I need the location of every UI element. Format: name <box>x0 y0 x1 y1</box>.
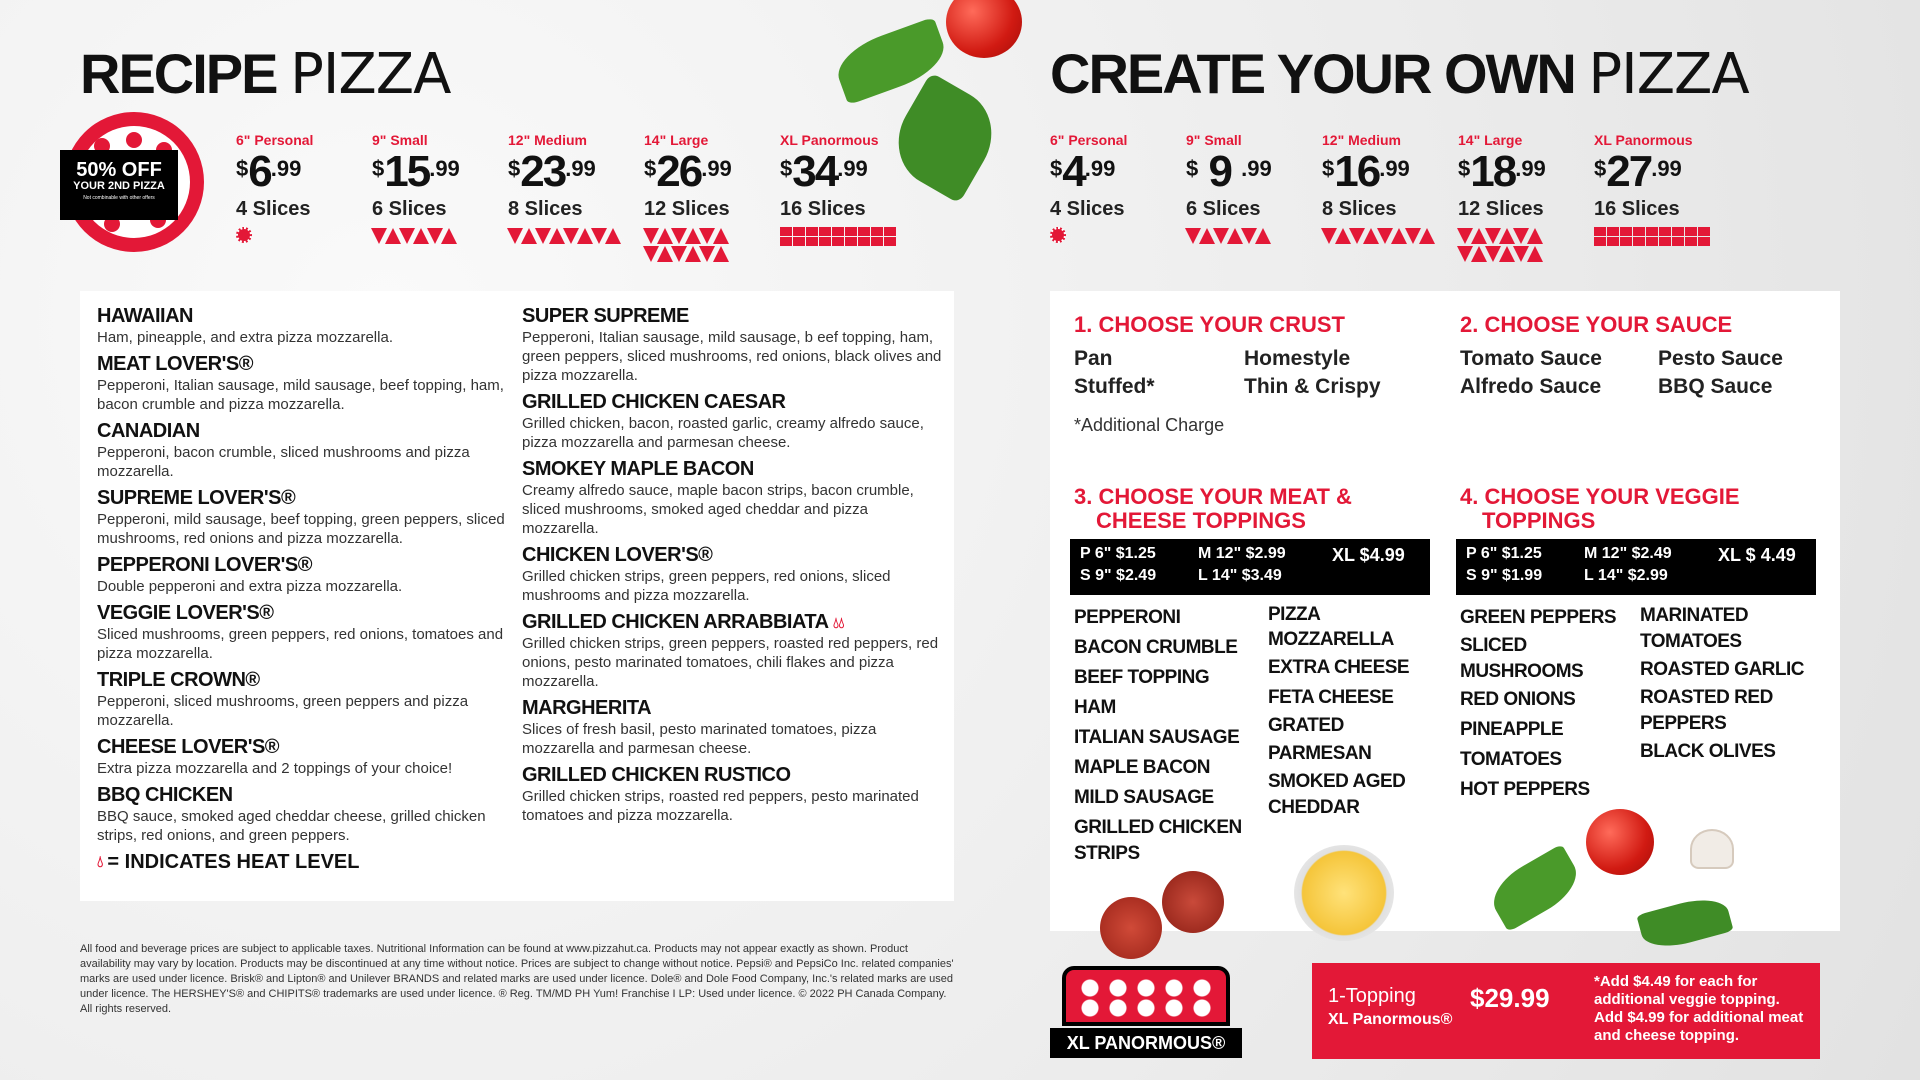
flame-icon: 💧︎ <box>97 853 104 871</box>
sauce-section: 2. CHOOSE YOUR SAUCE Tomato Sauce Pesto Sauce Alfredo Sauce BBQ Sauce <box>1460 313 1820 401</box>
veggie-topping: PINEAPPLE <box>1460 719 1564 740</box>
size-medium: 12" Medium $ 23 .99 8 Slices <box>508 132 644 245</box>
size-small: 9" Small $ 9 .99 6 Slices <box>1186 132 1322 245</box>
meat-section: 3. CHOOSE YOUR MEAT & CHEESE TOPPINGS <box>1074 484 1352 533</box>
veggie-topping: PEPPERS <box>1640 713 1727 734</box>
pizza-item: BBQ CHICKEN BBQ sauce, smoked aged cheddar cheese, grilled chicken strips, red onions, and green peppers. <box>97 784 486 844</box>
veggie-topping: ROASTED RED <box>1640 687 1773 708</box>
meat-list-1 <box>1074 603 1242 865</box>
veggie-topping: HOT PEPPERS <box>1460 779 1590 800</box>
pizza-item: GRILLED CHICKEN ARRABBIATA 💧︎💧︎ Grilled chicken strips, green peppers, roasted red peppers, red onions, pesto marinated tomatoes, chili flakes and pizza mozzarella. <box>522 611 939 690</box>
pizza-item: GRILLED CHICKEN RUSTICO Grilled chicken strips, roasted red peppers, pesto marinated tomatoes and pizza mozzarella. <box>522 764 919 824</box>
pizza-item: SUPER SUPREME Pepperoni, Italian sausage, mild sausage, b eef topping, ham, green peppers, sliced mushrooms, red onions, black olives and pizza mozzarella. <box>522 305 942 384</box>
cheese-bowl-icon <box>1294 845 1394 941</box>
meat-topping: STRIPS <box>1074 843 1140 864</box>
veggie-topping: RED ONIONS <box>1460 689 1576 710</box>
meat-topping: MILD SAUSAGE <box>1074 787 1214 808</box>
pizza-item: TRIPLE CROWN® Pepperoni, sliced mushrooms, green peppers and pizza mozzarella. <box>97 669 469 729</box>
pizza-item: CHICKEN LOVER'S® Grilled chicken strips, green peppers, red onions, sliced mushrooms and pizza mozzarella. <box>522 544 891 604</box>
meat-topping: BACON CRUMBLE <box>1074 637 1238 658</box>
square-slice-icons <box>780 227 916 246</box>
sauce-option: Pesto Sauce <box>1658 347 1783 370</box>
cheese-topping: SMOKED AGED <box>1268 771 1406 792</box>
meat-topping: ITALIAN SAUSAGE <box>1074 727 1240 748</box>
personal-pizza-icon <box>1050 227 1066 243</box>
cheese-topping: GRATED <box>1268 715 1344 736</box>
veggie-section: 4. CHOOSE YOUR VEGGIE TOPPINGS <box>1460 484 1740 533</box>
pepperoni-icon <box>1162 871 1224 933</box>
meat-topping: BEEF TOPPING <box>1074 667 1210 688</box>
crust-section: 1. CHOOSE YOUR CRUST Pan Homestyle Stuffed* Thin & Crispy *Additional Charge <box>1074 313 1434 436</box>
pizza-item: MEAT LOVER'S® Pepperoni, Italian sausage, mild sausage, beef topping, ham, bacon crumble and pizza mozzarella. <box>97 353 504 413</box>
promo-badge: 50% OFF YOUR 2ND PIZZA Not combinable with other offers <box>60 150 178 220</box>
pizza-item: HAWAIIAN Ham, pineapple, and extra pizza mozzarella. <box>97 305 393 346</box>
meat-price-bar: P 6" $1.25 S 9" $2.49 M 12" $2.99 L 14" $3.49 XL $4.99 <box>1070 539 1430 595</box>
recipe-menu-panel <box>80 291 954 901</box>
square-slice-icons <box>1594 227 1730 246</box>
meat-topping: GRILLED CHICKEN <box>1074 817 1242 838</box>
slice-icons <box>1322 227 1442 245</box>
meat-topping: PEPPERONI <box>1074 607 1181 628</box>
pizza-item: SMOKEY MAPLE BACON Creamy alfredo sauce, maple bacon strips, bacon crumble, sliced mushrooms, smoked aged cheddar and pizza mozzarella. <box>522 458 914 537</box>
sauce-option: Alfredo Sauce <box>1460 375 1602 398</box>
pizza-item: CHEESE LOVER'S® Extra pizza mozzarella and 2 toppings of your choice! <box>97 736 453 777</box>
size-xl: XL Panormous $ 34 .99 16 Slices <box>780 132 916 246</box>
xl-panormous-logo-icon <box>1062 966 1230 1026</box>
tomato-icon <box>1586 809 1654 875</box>
cheese-list <box>1268 603 1409 821</box>
slice-icons <box>1186 227 1306 245</box>
sauce-option: Tomato Sauce <box>1460 347 1602 370</box>
crust-option: Homestyle <box>1244 347 1351 370</box>
veggie-topping: TOMATOES <box>1460 749 1562 770</box>
size-small: 9" Small $ 15 .99 6 Slices <box>372 132 508 245</box>
fine-print: All food and beverage prices are subject to applicable taxes. Nutritional Information can be found at www.pizzahut.ca. Products may not appear exactly as shown. Product availability may vary by location. Products may be discontinued at any time without notice. Prices are subject to change without notice. Pepsi® and PepsiCo Inc. related companies' marks are used under licence. Brisk® and Lipton® and Unilever BRANDS and related marks are used under licence. Dole® and Dole Food Company, Inc.'s related marks are used under licence. The HERSHEY'S® and CHIPITS® trademarks are used under licence. ® Reg. TM/MD PH Yum! Franchise I LP: Used under licence. © 2022 PH Canada Company. All rights reserved. <box>80 943 954 1015</box>
crust-note: *Additional Charge <box>1074 415 1225 435</box>
personal-pizza-icon <box>236 227 252 243</box>
meat-topping: HAM <box>1074 697 1116 718</box>
pizza-item: GRILLED CHICKEN CAESAR Grilled chicken, bacon, roasted garlic, creamy alfredo sauce, pizza mozzarella and parmesan cheese. <box>522 391 924 451</box>
veggie-topping: GREEN PEPPERS <box>1460 607 1617 628</box>
veggie-topping: TOMATOES <box>1640 631 1742 652</box>
basil-leaf-icon <box>1484 844 1587 932</box>
cheese-topping: EXTRA CHEESE <box>1268 657 1410 678</box>
pizza-list-left <box>97 305 517 874</box>
create-menu-panel <box>1050 291 1840 931</box>
veggie-topping: BLACK OLIVES <box>1640 741 1776 762</box>
recipe-title: RECIPE PIZZA <box>80 42 451 107</box>
veggie-topping: ROASTED GARLIC <box>1640 659 1804 680</box>
crust-option: Stuffed* <box>1074 375 1155 398</box>
create-title: CREATE YOUR OWN PIZZA <box>1050 42 1749 107</box>
flame-icon: 💧︎💧︎ <box>832 615 844 632</box>
size-personal: 6" Personal $ 6 .99 4 Slices <box>236 132 372 243</box>
slice-icons <box>372 227 492 245</box>
cheese-topping: PARMESAN <box>1268 743 1372 764</box>
crust-option: Thin & Crispy <box>1244 375 1381 398</box>
basil-leaf-icon <box>1636 892 1733 954</box>
veggie-list-2 <box>1640 603 1804 767</box>
cheese-topping: FETA CHEESE <box>1268 687 1394 708</box>
size-personal: 6" Personal $ 4 .99 4 Slices <box>1050 132 1186 243</box>
tomato-icon <box>946 0 1022 58</box>
pizza-item: VEGGIE LOVER'S® Sliced mushrooms, green peppers, red onions, tomatoes and pizza mozzarella. <box>97 602 504 662</box>
crust-option: Pan <box>1074 347 1113 370</box>
size-large: 14" Large $ 18 .99 12 Slices <box>1458 132 1594 263</box>
veggie-topping: MUSHROOMS <box>1460 661 1584 682</box>
veggie-price-bar: P 6" $1.25 S 9" $1.99 M 12" $2.49 L 14" $2.99 XL $ 4.49 <box>1456 539 1816 595</box>
sauce-option: BBQ Sauce <box>1658 375 1773 398</box>
cheese-topping: CHEDDAR <box>1268 797 1360 818</box>
pizza-item: MARGHERITA Slices of fresh basil, pesto marinated tomatoes, pizza mozzarella and parmesan cheese. <box>522 697 877 757</box>
heat-level-note: 💧︎ = INDICATES HEAT LEVEL <box>97 851 360 873</box>
meat-topping: MAPLE BACON <box>1074 757 1210 778</box>
pepperoni-icon <box>1100 897 1162 959</box>
slice-icons <box>644 227 740 263</box>
slice-icons <box>1458 227 1554 263</box>
veggie-topping: MARINATED <box>1640 605 1749 626</box>
veggie-topping: SLICED <box>1460 635 1527 656</box>
xl-panormous-label: XL PANORMOUS® <box>1050 1028 1242 1058</box>
pizza-item: CANADIAN Pepperoni, bacon crumble, sliced mushrooms and pizza mozzarella. <box>97 420 470 480</box>
cheese-topping: MOZZARELLA <box>1268 629 1394 650</box>
veggie-list-1 <box>1460 603 1616 805</box>
size-large: 14" Large $ 26 .99 12 Slices <box>644 132 780 263</box>
size-xl: XL Panormous $ 27 .99 16 Slices <box>1594 132 1730 246</box>
cheese-topping: PIZZA <box>1268 604 1321 625</box>
pizza-list-right <box>522 305 942 831</box>
pizza-item: SUPREME LOVER'S® Pepperoni, mild sausage, beef topping, green peppers, sliced mushrooms, red onions and pizza mozzarella. <box>97 487 505 547</box>
slice-icons <box>508 227 628 245</box>
size-medium: 12" Medium $ 16 .99 8 Slices <box>1322 132 1458 245</box>
xl-deal-banner: 1-Topping XL Panormous® $29.99 *Add $4.49 for each for additional veggie topping. Add $4.99 for additional meat and cheese topping. <box>1312 963 1820 1059</box>
pizza-item: PEPPERONI LOVER'S® Double pepperoni and extra pizza mozzarella. <box>97 554 403 595</box>
mushroom-icon <box>1690 829 1734 869</box>
